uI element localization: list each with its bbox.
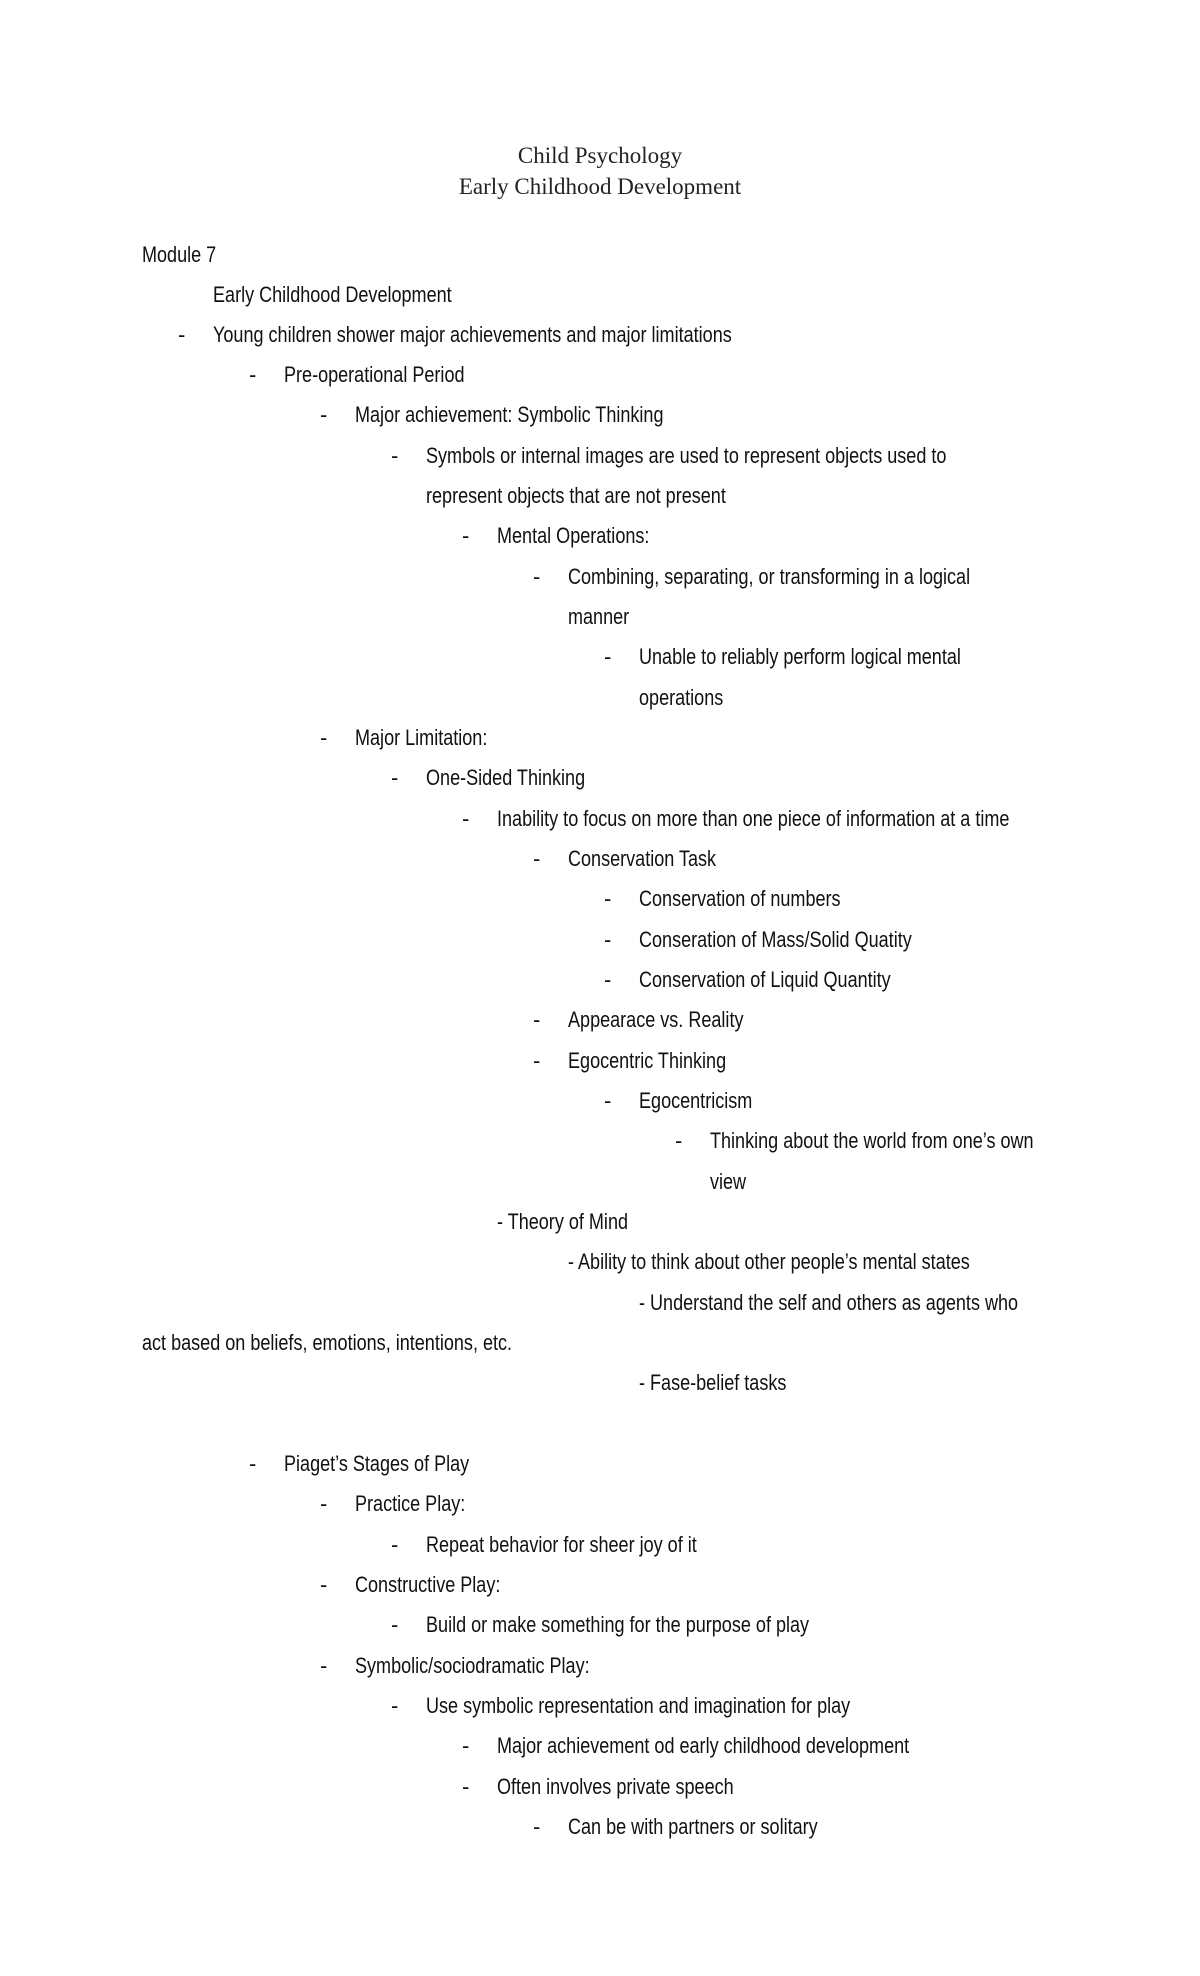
bullet-dash: - <box>249 362 257 387</box>
list-item: Conservation Task <box>568 846 717 871</box>
bullet-dash: - <box>533 1814 541 1839</box>
bullet-dash: - <box>604 886 612 911</box>
list-item: Conservation of numbers <box>639 886 841 911</box>
list-item: - Ability to think about other people’s mental states <box>568 1249 970 1274</box>
list-item: Constructive Play: <box>355 1572 501 1597</box>
list-item-continuation: represent objects that are not present <box>426 483 726 508</box>
list-item: Can be with partners or solitary <box>568 1814 818 1839</box>
bullet-dash: - <box>462 1774 470 1799</box>
module-heading: Module 7 <box>142 242 217 267</box>
list-item: - Theory of Mind <box>497 1209 629 1234</box>
bullet-dash: - <box>675 1128 683 1153</box>
bullet-dash: - <box>320 1491 328 1516</box>
bullet-dash: - <box>604 644 612 669</box>
document-title: Child Psychology <box>517 143 683 168</box>
list-item: One-Sided Thinking <box>426 765 586 790</box>
bullet-dash: - <box>391 1693 399 1718</box>
list-item: Appearace vs. Reality <box>568 1007 744 1032</box>
bullet-dash: - <box>533 846 541 871</box>
bullet-dash: - <box>391 443 399 468</box>
list-item: Unable to reliably perform logical mental <box>639 644 961 669</box>
bullet-dash: - <box>604 1088 612 1113</box>
bullet-dash: - <box>391 765 399 790</box>
list-item: Build or make something for the purpose of play <box>426 1612 810 1637</box>
bullet-dash: - <box>178 322 186 347</box>
list-item: Use symbolic representation and imagination for play <box>426 1693 851 1718</box>
bullet-dash: - <box>533 1007 541 1032</box>
bullet-dash: - <box>320 1572 328 1597</box>
bullet-dash: - <box>604 927 612 952</box>
list-item: Young children shower major achievements and major limitations <box>213 322 732 347</box>
bullet-dash: - <box>462 806 470 831</box>
list-item: Symbols or internal images are used to represent objects used to <box>426 443 947 468</box>
list-item-continuation: act based on beliefs, emotions, intentions, etc. <box>142 1330 513 1355</box>
list-item: Egocentric Thinking <box>568 1048 727 1073</box>
bullet-dash: - <box>391 1612 399 1637</box>
bullet-dash: - <box>533 1048 541 1073</box>
list-item: Conseration of Mass/Solid Quatity <box>639 927 912 952</box>
list-item: Inability to focus on more than one piece of information at a time <box>497 806 1010 831</box>
list-item: Thinking about the world from one’s own <box>710 1128 1034 1153</box>
bullet-dash: - <box>320 725 328 750</box>
list-item: Egocentricism <box>639 1088 753 1113</box>
bullet-dash: - <box>604 967 612 992</box>
list-item: - Fase-belief tasks <box>639 1370 787 1395</box>
list-item-continuation: operations <box>639 685 724 710</box>
list-item: Major achievement od early childhood development <box>497 1733 910 1758</box>
list-item: Symbolic/sociodramatic Play: <box>355 1653 590 1678</box>
list-item: Pre-operational Period <box>284 362 465 387</box>
bullet-dash: - <box>462 1733 470 1758</box>
list-item: Often involves private speech <box>497 1774 734 1799</box>
list-item: Combining, separating, or transforming in a logical <box>568 564 971 589</box>
list-item: Piaget’s Stages of Play <box>284 1451 470 1476</box>
list-item-continuation: manner <box>568 604 630 629</box>
list-item-continuation: view <box>710 1169 747 1194</box>
list-item: - Understand the self and others as agents who <box>639 1290 1019 1315</box>
document-subtitle: Early Childhood Development <box>458 174 742 199</box>
list-item: Mental Operations: <box>497 523 650 548</box>
list-item: Major Limitation: <box>355 725 488 750</box>
bullet-dash: - <box>320 402 328 427</box>
list-item: Major achievement: Symbolic Thinking <box>355 402 664 427</box>
list-item: Repeat behavior for sheer joy of it <box>426 1532 697 1557</box>
bullet-dash: - <box>391 1532 399 1557</box>
bullet-dash: - <box>462 523 470 548</box>
list-item: Practice Play: <box>355 1491 466 1516</box>
section-heading: Early Childhood Development <box>213 282 452 307</box>
list-item: Conservation of Liquid Quantity <box>639 967 891 992</box>
bullet-dash: - <box>320 1653 328 1678</box>
bullet-dash: - <box>533 564 541 589</box>
bullet-dash: - <box>249 1451 257 1476</box>
